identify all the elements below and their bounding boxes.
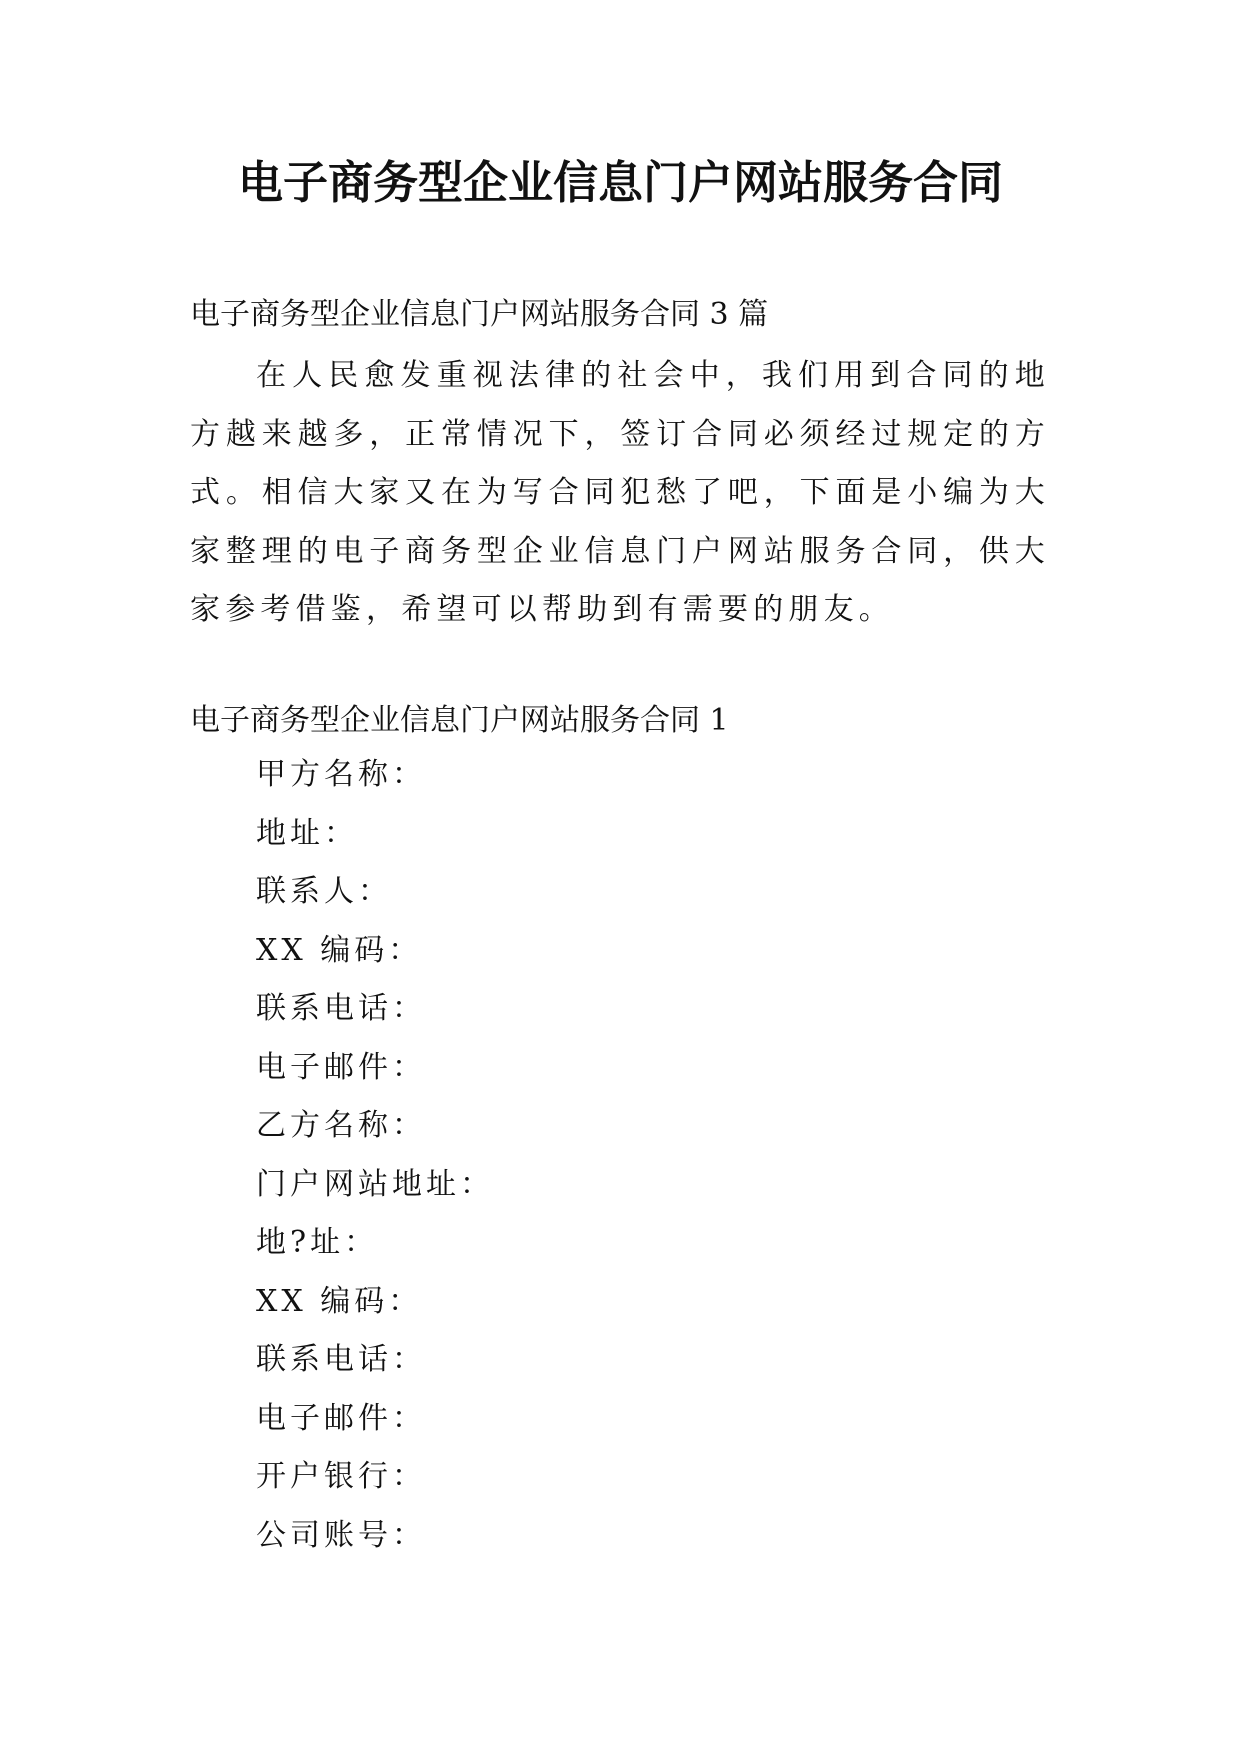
field-company-account: 公司账号： [256,1517,426,1553]
document-title: 电子商务型企业信息门户网站服务合同 [237,156,1003,209]
field-party-a-phone: 联系电话： [256,991,426,1026]
field-party-a-name: 甲方名称： [256,757,426,792]
section-heading: 电子商务型企业信息门户网站服务合同 1 [190,703,729,738]
document-subtitle: 电子商务型企业信息门户网站服务合同 3 篇 [190,297,769,332]
field-bank: 开户银行： [256,1459,426,1494]
field-party-b-email: 电子邮件： [256,1400,426,1436]
intro-paragraph: 在人民愈发重视法律的社会中，我们用到合同的地方越来越多，正常情况下，签订合同必须经过规定的方式。相信大家又在为写合同犯愁了吧，下面是小编为大家整理的电子商务型企业信息门户网站服务合同，供大家参考借鉴，希望可以帮助到有需要的朋友。 [190,358,1050,627]
field-party-b-address: 地?址： [256,1225,379,1260]
field-party-b-name: 乙方名称： [256,1108,426,1143]
field-party-a-email: 电子邮件： [256,1049,426,1085]
field-party-b-postcode: XX 编码： [256,1283,423,1319]
field-party-a-postcode: XX 编码： [256,932,423,968]
field-party-a-address: 地址： [256,815,358,851]
field-portal-address: 门户网站地址： [256,1166,494,1202]
field-party-a-contact: 联系人： [256,874,392,909]
contract-fields-list [256,752,494,1571]
field-party-b-phone: 联系电话： [256,1342,426,1377]
